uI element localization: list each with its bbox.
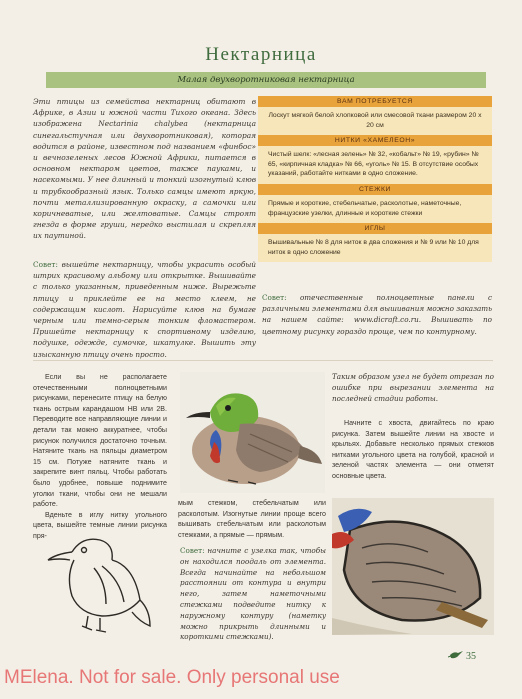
threads-heading: НИТКИ «ХАМЕЛЕОН» <box>258 135 492 146</box>
tip-label: Совет: <box>33 260 58 269</box>
section-divider <box>33 360 493 361</box>
threads-body: Чистый шелк: «лесная зелень» № 32, «кобальт» № 19, «рубин» № 65, «кирпичная кладка» № 66, «уголь» № 15. В отсутствие особых указаний, работайте нитками в одно сложение. <box>268 151 479 178</box>
tip-text: вышейте нектарницу, чтобы украсить особый штрих красивому альбому или открытке. Вышивайте с только указанным, приведенным ниже. Вырежьте птицу и приклейте ее на место клеем, не содержащим кислот. Нарисуйте клюв на бумаге черным или темно-серым тонким фломастером. Пришейте нектарницу к спортивному изделию, подушке, одежде, сумочке, шкатулке. Вышить эту изысканную птицу очень просто. <box>33 260 256 359</box>
instruction-paragraph: Вденьте в иглу нитку угольного цвета, вышейте темные линии рисунка пря- <box>33 510 167 540</box>
stitches-body: Прямые и короткие, стебельчатые, расколотые, наметочные, французские узелки, длинные и короткие стежки <box>268 199 462 217</box>
page-title: Нектарница <box>205 44 317 65</box>
needles-heading: ИГЛЫ <box>258 223 492 234</box>
instruction-paragraph: Начните с хвоста, двигайтесь по краю рисунка. Затем вышейте линии на хвосте и крыльях. Добавьте несколько прямых стежков нитками угольного цвета на голубой, красной и зеленой частях элемента — они отметят основные цвета. <box>332 419 494 480</box>
page-number: 35 <box>466 651 476 662</box>
tip-label: Совет: <box>262 293 287 302</box>
materials-body: Лоскут мягкой белой хлопковой или смесовой ткани размером 20 x 20 см <box>268 112 482 129</box>
page-subtitle: Малая двухворотниковая нектарница <box>177 75 355 85</box>
embroidery-photo-stage-1 <box>180 372 325 493</box>
tip-album <box>33 259 256 360</box>
watermark-text: MElena. Not for sale. Only personal use <box>4 667 340 688</box>
materials-box <box>258 96 492 262</box>
tip-text: начните с узелка так, чтобы он находился поодаль от элемента. Всегда начинайте на небольшом расстоянии от контура и внутри него, затем наметочными стежками подведите нитку к наружному контуру (наметку можно прикрыть длинными и короткими стежками). <box>180 546 326 642</box>
instructions-column-3 <box>332 418 494 482</box>
knot-note: Таким образом узел не будет отрезан по ошибке при вырезании элемента на последней стадии работы. <box>332 372 494 403</box>
tip-text: отечественные полноцветные панели с различными элементами для вышивания можно заказать на нашем сайте: www.dicraft.co.ru. Вышивать по цветному рисунку гораздо проще, чем по контурному. <box>262 293 492 336</box>
hummingbird-icon <box>448 649 464 661</box>
tip-panels <box>262 292 492 337</box>
embroidery-closeup-photo <box>332 498 494 635</box>
intro-paragraph: Эти птицы из семейства нектарниц обитают в Африке, в Азии и южной части Тихого океана. Здесь изображена Nectarinia chalybea (нектарница синегальстучная или двухворотниковая), которая водится в районе, известном под названием «финбос» и вечнозеленых лесов Южной Африки, питается в основном нектаром цветов, также пауками, и насекомыми. У нее длинный и тонкий изогнутый клюв и трубкообразный язык. Только самцы имеют яркую, почти металлизированную окраску, а самочки или коричневатые, или желтоватые. Самцы строят гнезда в форме груши, нередко выстилая и скрепляя их паутиной. <box>33 97 256 241</box>
materials-heading: ВАМ ПОТРЕБУЕТСЯ <box>258 96 492 107</box>
instructions-column-1 <box>33 372 167 542</box>
tip-knot <box>180 546 326 643</box>
needles-body: Вышивальные № 8 для ниток в два сложения и № 9 или № 10 для ниток в одно сложение <box>268 239 479 256</box>
tip-label: Совет: <box>180 546 205 555</box>
stitching-caption: мым стежком, стебельчатым или расколотым. Изогнутые линии проще всего вышивать стебельчатым или расколотым стежками, а прямые — прямым. <box>178 499 326 539</box>
stitches-heading: СТЕЖКИ <box>258 184 492 195</box>
bird-outline-sketch <box>44 530 154 638</box>
sunbird-embroidery-image <box>180 372 325 493</box>
hoop-closeup-image <box>332 498 494 635</box>
instruction-paragraph: Если вы не располагаете отечественными полноцветными рисунками, перенесите птицу на белую ткань острым карандашом HB или 2B. Переводите все направляющие линии и детали так можно аккуратнее, чтобы рисунок получился достаточно точным. Натяните ткань на пяльцы диаметром 15 см. Потуже натяните ткань и закрепите винт пяльц. Чтобы работать было удобнее, повыше поднимите уголки ткани, чтобы они не мешали работе. <box>33 373 167 509</box>
